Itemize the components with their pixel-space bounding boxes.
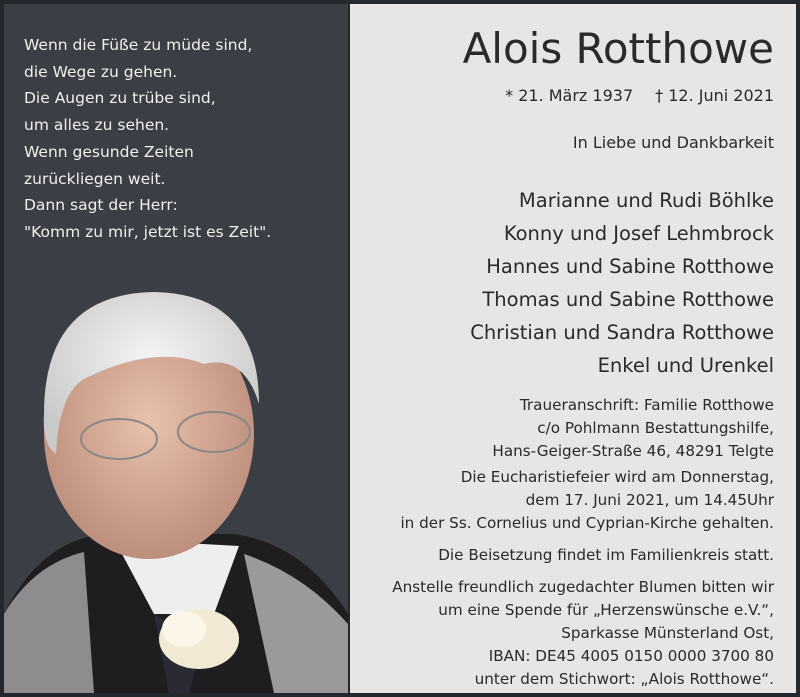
poem xyxy=(24,32,271,246)
birth-date: * 21. März 1937 xyxy=(505,86,634,105)
info-block xyxy=(392,394,774,691)
address-line: Traueranschrift: Familie Rotthowe xyxy=(519,396,774,414)
poem-line: Dann sagt der Herr: xyxy=(24,196,178,215)
donation-line: unter dem Stichwort: „Alois Rotthowe“. xyxy=(474,670,774,688)
donation-line: Sparkasse Münsterland Ost, xyxy=(561,624,774,642)
right-panel xyxy=(350,4,796,693)
family-member: Christian und Sandra Rotthowe xyxy=(470,321,774,344)
address-line: Hans-Geiger-Straße 46, 48291 Telgte xyxy=(492,442,774,460)
family-list xyxy=(470,184,774,382)
family-member: Konny und Josef Lehmbrock xyxy=(503,222,774,245)
family-member: Hannes und Sabine Rotthowe xyxy=(486,255,774,278)
family-member: Marianne und Rudi Böhlke xyxy=(518,189,774,212)
poem-line: Wenn gesunde Zeiten xyxy=(24,142,194,161)
burial-line: Die Beisetzung findet im Familienkreis statt. xyxy=(438,546,774,564)
service-line: Die Eucharistiefeier wird am Donnerstag, xyxy=(460,468,774,486)
address-line: c/o Pohlmann Bestattungshilfe, xyxy=(537,419,774,437)
family-member: Enkel und Urenkel xyxy=(597,354,774,377)
life-dates xyxy=(483,86,774,105)
portrait-photo xyxy=(4,284,348,693)
service-line: in der Ss. Cornelius und Cyprian-Kirche gehalten. xyxy=(400,514,774,532)
family-member: Thomas und Sabine Rotthowe xyxy=(482,288,774,311)
poem-line: die Wege zu gehen. xyxy=(24,62,178,81)
poem-line: "Komm zu mir, jetzt ist es Zeit". xyxy=(24,222,272,241)
deceased-name: Alois Rotthowe xyxy=(462,24,774,73)
poem-line: Wenn die Füße zu müde sind, xyxy=(24,36,253,54)
left-panel xyxy=(4,4,348,693)
donation-line: um eine Spende für „Herzenswünsche e.V.“, xyxy=(438,601,774,619)
poem-line: Die Augen zu trübe sind, xyxy=(24,89,216,108)
poem-line: um alles zu sehen. xyxy=(24,116,170,135)
death-date: † 12. Juni 2021 xyxy=(655,86,774,105)
thanks-line: In Liebe und Dankbarkeit xyxy=(572,133,774,152)
donation-line: IBAN: DE45 4005 0150 0000 3700 80 xyxy=(488,647,774,665)
service-line: dem 17. Juni 2021, um 14.45Uhr xyxy=(525,491,774,509)
poem-line: zurückliegen weit. xyxy=(24,169,166,188)
donation-line: Anstelle freundlich zugedachter Blumen bitten wir xyxy=(392,578,774,596)
